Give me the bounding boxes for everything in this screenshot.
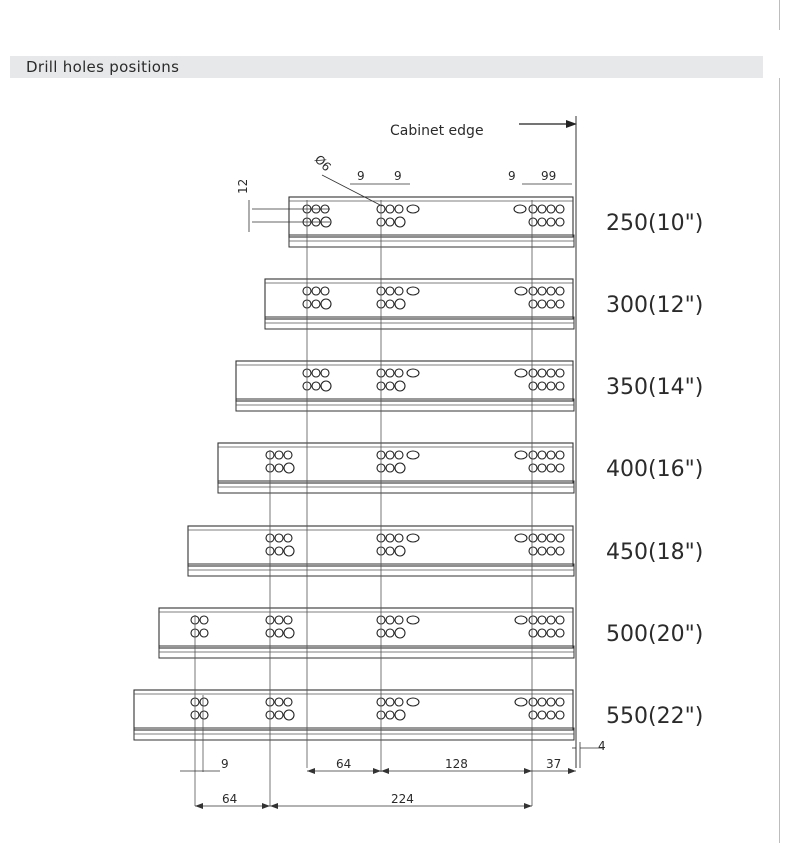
- drill-hole: [275, 629, 283, 637]
- drill-hole: [547, 629, 555, 637]
- drill-hole: [556, 711, 564, 719]
- drill-hole: [395, 287, 403, 295]
- drill-hole: [538, 300, 546, 308]
- slide-body: [134, 690, 573, 730]
- slide-body: [188, 526, 573, 566]
- drill-hole: [386, 451, 394, 459]
- drill-hole: [547, 451, 555, 459]
- drill-hole: [529, 629, 537, 637]
- dim-64-arrow-l: [307, 768, 315, 774]
- drill-hole: [395, 463, 405, 473]
- drill-hole: [395, 381, 405, 391]
- drill-hole: [556, 382, 564, 390]
- drill-hole: [529, 287, 537, 295]
- drill-hole: [556, 629, 564, 637]
- drill-hole: [529, 711, 537, 719]
- drill-hole: [547, 464, 555, 472]
- drill-hole: [386, 382, 394, 390]
- drill-hole: [529, 382, 537, 390]
- drill-hole: [395, 534, 403, 542]
- drill-hole: [538, 698, 546, 706]
- drill-hole: [395, 299, 405, 309]
- drill-hole: [284, 451, 292, 459]
- drill-hole: [547, 300, 555, 308]
- drill-hole: [529, 464, 537, 472]
- slot-hole: [407, 205, 419, 213]
- dim-64-label: 64: [336, 757, 352, 771]
- slot-hole: [407, 451, 419, 459]
- drill-hole: [547, 218, 555, 226]
- slide-body: [218, 443, 573, 483]
- drill-hole: [284, 628, 294, 638]
- slot-hole: [407, 534, 419, 542]
- drill-hole: [538, 629, 546, 637]
- drill-hole: [529, 698, 537, 706]
- drill-hole: [386, 287, 394, 295]
- drill-hole: [547, 616, 555, 624]
- drill-hole: [395, 710, 405, 720]
- dim-224-arrow-r: [524, 803, 532, 809]
- dim-224-label: 224: [391, 792, 414, 806]
- drill-hole: [284, 546, 294, 556]
- cabinet-edge-arrowhead: [566, 120, 577, 128]
- slide-size-label: 350(14"): [606, 375, 704, 400]
- drill-hole: [395, 369, 403, 377]
- slide-2: [265, 279, 703, 329]
- drill-hole: [547, 698, 555, 706]
- slide-body: [289, 197, 573, 237]
- dim-64-arrow-r: [373, 768, 381, 774]
- dim-37-arrow-r: [568, 768, 576, 774]
- drill-hole: [200, 711, 208, 719]
- drill-hole: [538, 711, 546, 719]
- drill-hole: [556, 698, 564, 706]
- drill-hole: [386, 369, 394, 377]
- drill-hole: [275, 711, 283, 719]
- slide-3: [236, 361, 703, 411]
- slot-hole: [515, 369, 527, 377]
- drill-hole: [284, 534, 292, 542]
- drill-hole: [275, 698, 283, 706]
- slide-4: [218, 443, 703, 493]
- drill-hole: [386, 534, 394, 542]
- drill-hole: [284, 463, 294, 473]
- slide-6: [159, 608, 703, 658]
- drill-hole: [556, 534, 564, 542]
- drill-hole: [529, 205, 537, 213]
- drill-hole: [538, 616, 546, 624]
- dim-9-bottom-label: 9: [221, 757, 229, 771]
- slide-body: [265, 279, 573, 319]
- dim-37-label: 37: [546, 757, 562, 771]
- slot-hole: [515, 534, 527, 542]
- drill-hole: [395, 205, 403, 213]
- drill-hole: [275, 464, 283, 472]
- drill-hole: [312, 369, 320, 377]
- drill-hole: [556, 464, 564, 472]
- slot-hole: [407, 698, 419, 706]
- dim-64b-arrow-r: [262, 803, 270, 809]
- drill-hole: [200, 616, 208, 624]
- slide-size-label: 300(12"): [606, 293, 704, 318]
- drill-hole: [395, 616, 403, 624]
- dim-9b-label: 9: [394, 169, 402, 183]
- cabinet-edge-label: Cabinet edge: [390, 123, 484, 139]
- drill-hole: [556, 369, 564, 377]
- drill-hole: [386, 205, 394, 213]
- drill-hole: [386, 300, 394, 308]
- drill-hole: [547, 534, 555, 542]
- slide-size-label: 450(18"): [606, 540, 704, 565]
- drill-hole: [538, 534, 546, 542]
- drill-hole: [386, 711, 394, 719]
- slides-group: [134, 197, 703, 740]
- slot-hole: [515, 616, 527, 624]
- slot-hole: [515, 287, 527, 295]
- slot-hole: [407, 369, 419, 377]
- slide-size-label: 550(22"): [606, 704, 704, 729]
- drill-hole: [529, 534, 537, 542]
- dim-128-label: 128: [445, 757, 468, 771]
- drill-hole: [312, 382, 320, 390]
- dim-64b-label: 64: [222, 792, 238, 806]
- drill-hole: [312, 300, 320, 308]
- drill-hole: [538, 287, 546, 295]
- slide-5: [188, 526, 703, 576]
- drill-hole: [275, 451, 283, 459]
- drill-hole: [538, 382, 546, 390]
- drill-hole: [200, 629, 208, 637]
- slot-hole: [515, 451, 527, 459]
- drill-hole: [538, 218, 546, 226]
- drill-hole: [395, 698, 403, 706]
- drill-hole: [547, 547, 555, 555]
- section-title: Drill holes positions: [26, 58, 180, 76]
- dim-4-label: 4: [598, 739, 606, 753]
- drill-hole: [538, 547, 546, 555]
- drill-hole: [321, 287, 329, 295]
- drill-hole: [284, 698, 292, 706]
- drill-hole: [321, 369, 329, 377]
- dim-128-arrow-l: [381, 768, 389, 774]
- drill-hole: [547, 369, 555, 377]
- drill-hole: [275, 616, 283, 624]
- drill-hole: [547, 287, 555, 295]
- drill-hole: [529, 547, 537, 555]
- drill-hole: [284, 616, 292, 624]
- drill-hole: [556, 287, 564, 295]
- drill-hole: [275, 547, 283, 555]
- cabinet-edge: [390, 116, 577, 768]
- dim-9a-label: 9: [357, 169, 365, 183]
- drill-hole: [321, 381, 331, 391]
- slide-size-label: 250(10"): [606, 211, 704, 236]
- drill-hole: [547, 382, 555, 390]
- slide-body: [159, 608, 573, 648]
- slot-hole: [514, 205, 526, 213]
- dim-12-label: 12: [236, 178, 250, 194]
- drill-hole: [529, 369, 537, 377]
- dim-9c-label: 9: [508, 169, 516, 183]
- drill-hole: [556, 218, 564, 226]
- drill-hole: [556, 547, 564, 555]
- dim-64b-arrow-l: [195, 803, 203, 809]
- drill-hole: [529, 616, 537, 624]
- reference-lines: [195, 200, 532, 806]
- drill-hole: [395, 628, 405, 638]
- dim-128-arrow-r: [524, 768, 532, 774]
- drill-hole: [538, 369, 546, 377]
- dim-dia6-label: Ø6: [311, 152, 334, 175]
- dim-dia6-leader: [322, 175, 382, 206]
- drill-hole: [386, 629, 394, 637]
- bottom-dimensions: [180, 739, 606, 809]
- drill-hole: [547, 711, 555, 719]
- drill-hole: [395, 451, 403, 459]
- drill-hole: [284, 710, 294, 720]
- drill-hole: [386, 218, 394, 226]
- drill-hole: [556, 205, 564, 213]
- drill-hole: [529, 451, 537, 459]
- slide-body: [236, 361, 573, 401]
- drill-hole: [321, 299, 331, 309]
- dim-224-arrow-l: [270, 803, 278, 809]
- drill-hole: [547, 205, 555, 213]
- slot-hole: [407, 616, 419, 624]
- drill-hole: [538, 464, 546, 472]
- drill-hole: [386, 464, 394, 472]
- drill-hole: [386, 616, 394, 624]
- drill-hole: [275, 534, 283, 542]
- slide-7: [134, 690, 703, 740]
- drill-hole: [395, 217, 405, 227]
- drill-hole: [395, 546, 405, 556]
- drill-hole: [529, 218, 537, 226]
- drill-hole: [556, 300, 564, 308]
- drill-hole: [386, 698, 394, 706]
- slide-1: [289, 197, 703, 247]
- slot-hole: [407, 287, 419, 295]
- slide-size-label: 400(16"): [606, 457, 704, 482]
- slide-size-label: 500(20"): [606, 622, 704, 647]
- drill-hole: [312, 287, 320, 295]
- drill-hole: [538, 205, 546, 213]
- drill-hole: [386, 547, 394, 555]
- drill-hole: [200, 698, 208, 706]
- drill-hole: [556, 616, 564, 624]
- drill-hole: [529, 300, 537, 308]
- drill-hole: [556, 451, 564, 459]
- drill-hole: [538, 451, 546, 459]
- dim-99-label: 99: [541, 169, 557, 183]
- slot-hole: [515, 698, 527, 706]
